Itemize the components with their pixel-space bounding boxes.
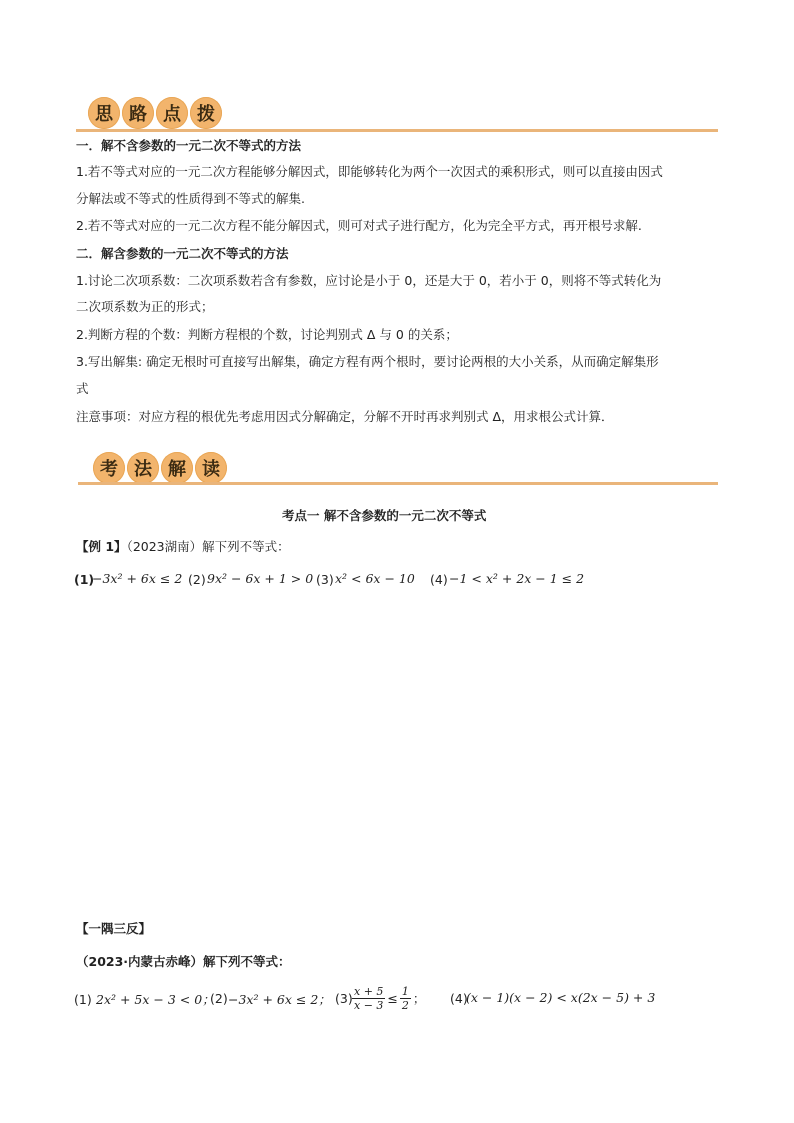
q3-left-fraction <box>352 985 385 1012</box>
header2-char-3: 解 <box>161 452 193 484</box>
section2-title: 二．解含参数的一元二次不等式的方法 <box>76 246 289 261</box>
q3-right-numerator: 1 <box>401 984 409 998</box>
section2-para2: 2.判断方程的个数：判断方程根的个数，讨论判别式 Δ 与 0 的关系； <box>76 327 458 342</box>
header-char-2: 路 <box>122 97 154 129</box>
ex-item-1-expr: −3x² + 6x ≤ 2 <box>92 571 183 586</box>
header-divider <box>76 129 718 132</box>
section1-title: 一．解不含参数的一元二次不等式的方法 <box>76 138 302 153</box>
example-line <box>76 538 290 556</box>
yiju-label: 【一隅三反】 <box>76 921 152 936</box>
yiju-q1-label: (1) <box>74 992 92 1007</box>
yiju-q4-expr: (x − 1)(x − 2) < x(2x − 5) + 3 <box>466 990 656 1005</box>
header-char-1: 思 <box>88 97 120 129</box>
q3-right-denominator: 2 <box>401 998 409 1012</box>
header2-char-2: 法 <box>127 452 159 484</box>
q3-denominator: x − 3 <box>354 998 384 1012</box>
q3-right-fraction <box>400 985 411 1012</box>
section1-para2: 2.若不等式对应的一元二次方程不能分解因式，则可对式子进行配方，化为完全平方式，再开根号求解. <box>76 218 642 233</box>
yiju-q1-expr: 2x² + 5x − 3 < 0； <box>96 992 215 1007</box>
section1-para1-line1: 1.若不等式对应的一元二次方程能够分解因式，即能够转化为两个一次因式的乘积形式，则可以直接由因式 <box>76 164 663 179</box>
q3-tail: ； <box>412 991 426 1006</box>
ex-item-2-label: (2) <box>188 572 206 587</box>
ex-item-1-label: (1) <box>74 572 95 587</box>
yiju-q3-expr <box>352 980 425 1016</box>
example-label: 【例 1】 <box>76 539 127 554</box>
ex-item-2-expr: 9x² − 6x + 1 > 0 <box>207 571 314 586</box>
example-text: （2023湖南）解下列不等式： <box>126 539 290 554</box>
yiju-q2-expr: −3x² + 6x ≤ 2； <box>228 992 331 1007</box>
section2-para3-line1: 3.写出解集: 确定无根时可直接写出解集，确定方程有两个根时，要讨论两根的大小关系，从而确定解集形 <box>76 354 659 369</box>
section1-para1-line2: 分解法或不等式的性质得到不等式的解集. <box>76 191 305 206</box>
ex-item-3-expr: x² < 6x − 10 <box>335 571 415 586</box>
kaodian-title: 考点一 解不含参数的一元二次不等式 <box>282 508 487 523</box>
header-char-4: 拨 <box>190 97 222 129</box>
yiju-intro: （2023·内蒙古赤峰）解下列不等式： <box>76 954 291 969</box>
yiju-q4-label: (4) <box>450 991 468 1006</box>
ex-item-4-label: (4) <box>430 572 448 587</box>
q3-numerator: x + 5 <box>354 984 384 998</box>
yiju-q2-label: (2) <box>210 991 228 1006</box>
section2-para1-line2: 二次项系数为正的形式； <box>76 299 214 314</box>
q3-relation: ≤ <box>387 990 398 1006</box>
section2-para3-line2: 式 <box>76 381 89 396</box>
yiju-q3-label: (3) <box>335 991 353 1006</box>
section-header-silu <box>88 97 248 133</box>
header2-char-1: 考 <box>93 452 125 484</box>
header2-char-4: 读 <box>195 452 227 484</box>
header-char-3: 点 <box>156 97 188 129</box>
section2-para1-line1: 1.讨论二次项系数：二次项系数若含有参数，应讨论是小于 0，还是大于 0，若小于 0，则将不等式转化为 <box>76 273 662 288</box>
ex-item-3-label: (3) <box>316 572 334 587</box>
section2-note: 注意事项：对应方程的根优先考虑用因式分解确定，分解不开时再求判别式 Δ，用求根公式计算． <box>76 409 614 424</box>
ex-item-4-expr: −1 < x² + 2x − 1 ≤ 2 <box>449 571 585 586</box>
header2-divider <box>78 482 718 485</box>
